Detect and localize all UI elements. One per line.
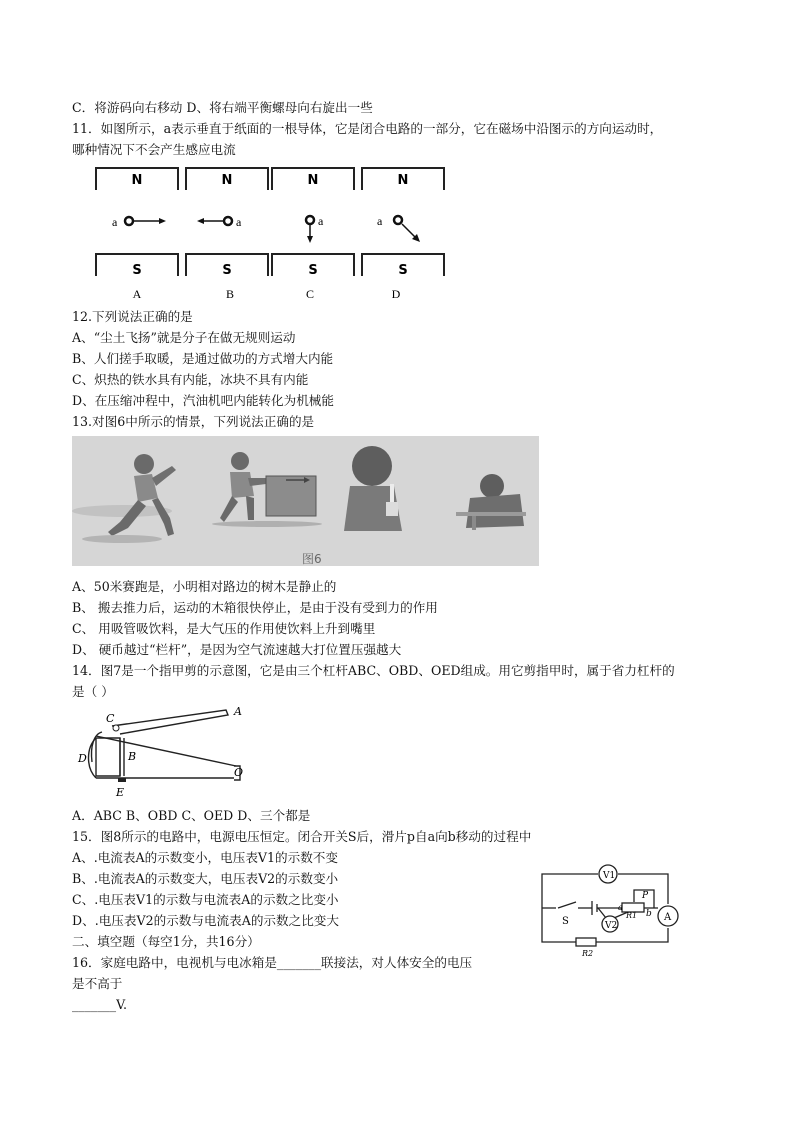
q12-option-d: D、在压缩冲程中，汽油机吧内能转化为机械能	[72, 393, 334, 408]
conductor-label: a	[318, 214, 324, 228]
south-pole-label: S	[132, 263, 142, 278]
conductor-label: a	[236, 215, 242, 229]
q13-option-c: C、 用吸管吸饮料，是大气压的作用使饮料上升到嘴里	[72, 621, 376, 636]
q15-option-d: D、.电压表V2的示数与电流表A的示数之比变大	[72, 913, 339, 928]
q13-option-a: A、50米赛跑是，小明相对路边的树木是静止的	[72, 579, 337, 594]
q13-option-b: B、 搬去推力后，运动的木箱很快停止，是由于没有受到力的作用	[72, 600, 438, 615]
conductor-c	[306, 216, 314, 224]
q15-option-a: A、.电流表A的示数变小，电压表V1的示数不变	[72, 850, 338, 865]
q13-option-d: D、 硬币越过“栏杆”，是因为空气流速越大打位置压强越大	[72, 642, 402, 657]
ammeter-label: A	[664, 912, 672, 923]
q12-option-c: C、炽热的铁水具有内能，冰块不具有内能	[72, 372, 309, 387]
south-pole-label: S	[222, 263, 232, 278]
label-d: D	[78, 752, 87, 765]
q14-stem-line2: 是（ ）	[72, 684, 114, 699]
q15-option-c: C、.电压表V1的示数与电流表A的示数之比变小	[72, 892, 339, 907]
q11-magnet-figure	[90, 160, 450, 305]
nail-clipper-figure	[76, 702, 256, 802]
fig11-caption: B	[225, 287, 235, 301]
terminal-b: b	[646, 909, 652, 919]
conductor-label: a	[112, 215, 118, 229]
circuit-diagram	[536, 858, 686, 958]
q16-line2: 是不高于	[72, 976, 123, 991]
q10-options-line: C．将游码向右移动 D、将右端平衡螺母向右旋出一些	[72, 100, 373, 115]
conductor-label: a	[377, 214, 383, 228]
q14-stem-line1: 14．图7是一个指甲剪的示意图，它是由三个杠杆ABC、OBD、OED组成。用它剪指甲时，属于省力杠杆的	[72, 663, 675, 678]
south-pole-label: S	[398, 263, 408, 278]
q12-option-a: A、“尘土飞扬”就是分子在做无规则运动	[72, 330, 296, 345]
north-pole-label: N	[397, 173, 409, 188]
v2-label: V2	[605, 921, 618, 931]
v1-label: V1	[603, 871, 616, 881]
conductor-a	[125, 217, 133, 225]
north-pole-label: N	[131, 173, 143, 188]
north-pole-label: N	[307, 173, 319, 188]
fig11-caption: D	[391, 287, 401, 301]
q15-option-b: B、.电流表A的示数变大，电压表V2的示数变小	[72, 871, 339, 886]
label-b: B	[128, 750, 137, 763]
q16-line1: 16．家庭电路中，电视机与电冰箱是_______联接法，对人体安全的电压	[72, 955, 473, 970]
north-pole-label: N	[221, 173, 233, 188]
resistor-r2	[576, 938, 596, 946]
q12-option-b: B、人们搓手取暖，是通过做功的方式增大内能	[72, 351, 334, 366]
figure-6-photo	[72, 436, 539, 566]
section-2-heading: 二、填空题（每空1分，共16分）	[72, 934, 260, 949]
figure-6-caption: 图6	[302, 552, 322, 566]
q13-stem: 13.对图6中所示的情景，下列说法正确的是	[72, 414, 315, 429]
fig11-caption: C	[305, 287, 315, 301]
figure-6-illustration	[72, 436, 539, 566]
arrow-down-icon	[307, 236, 313, 243]
switch-label: S	[562, 916, 569, 927]
label-c: C	[106, 712, 115, 725]
resistor-label: R2	[582, 949, 594, 958]
south-pole-label: S	[308, 263, 318, 278]
arrow-right-icon	[159, 218, 166, 224]
conductor-b	[224, 217, 232, 225]
e-blade	[118, 778, 126, 782]
conductor-d	[394, 216, 402, 224]
q15-stem: 15．图8所示的电路中，电源电压恒定。闭合开关S后，滑片p自a向b移动的过程中	[72, 829, 532, 844]
label-o: O	[234, 766, 244, 779]
fig11-caption: A	[132, 287, 142, 301]
terminal-a: a	[618, 903, 623, 912]
q11-stem-line2: 哪种情况下不会产生感应电流	[72, 142, 236, 157]
rheostat-label: R1	[626, 911, 638, 920]
c-pivot	[113, 725, 119, 731]
label-e: E	[116, 786, 125, 799]
q14-options: A．ABC B、OBD C、OED D、三个都是	[72, 808, 311, 823]
q16-line3: _______V.	[72, 997, 127, 1012]
q12-stem: 12.下列说法正确的是	[72, 309, 193, 324]
label-a: A	[234, 705, 242, 718]
q11-stem-line1: 11．如图所示，a表示垂直于纸面的一根导体，它是闭合电路的一部分，它在磁场中沿图示的方向运动时，	[72, 121, 663, 136]
slider-label: P	[642, 891, 649, 901]
